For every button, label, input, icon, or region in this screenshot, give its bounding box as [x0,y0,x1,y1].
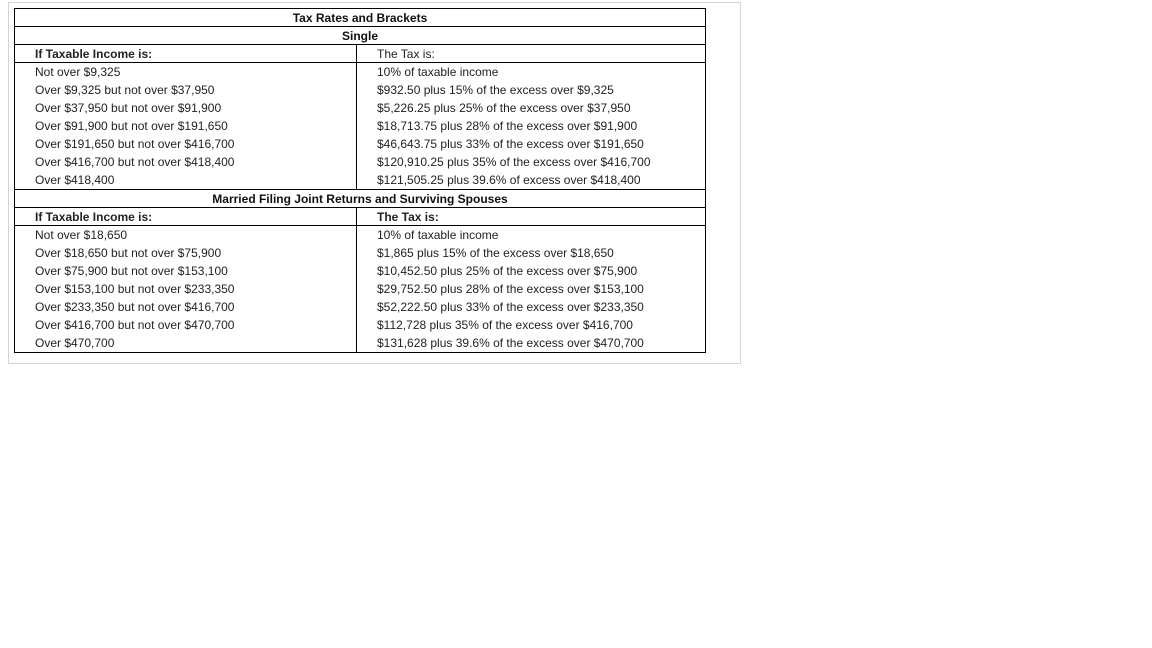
tax-cell: $5,226.25 plus 25% of the excess over $37,950 [357,99,706,117]
income-cell: Over $18,650 but not over $75,900 [15,244,357,262]
income-cell: Over $470,700 [15,334,357,353]
tax-cell: 10% of taxable income [357,226,706,245]
table-row [15,280,706,298]
section-title-married-joint: Married Filing Joint Returns and Surviving Spouses [15,190,706,208]
table-row [15,63,706,82]
income-cell: Not over $9,325 [15,63,357,82]
table-row [15,135,706,153]
table-row [15,99,706,117]
section-header-row [15,27,706,45]
table-row [15,117,706,135]
tax-cell: $10,452.50 plus 25% of the excess over $75,900 [357,262,706,280]
tax-cell: $18,713.75 plus 28% of the excess over $91,900 [357,117,706,135]
table-row [15,262,706,280]
income-cell: Over $233,350 but not over $416,700 [15,298,357,316]
table-row [15,298,706,316]
tax-cell: $932.50 plus 15% of the excess over $9,325 [357,81,706,99]
tax-cell: $1,865 plus 15% of the excess over $18,650 [357,244,706,262]
table-title: Tax Rates and Brackets [15,9,706,27]
income-cell: Over $91,900 but not over $191,650 [15,117,357,135]
table-row [15,334,706,353]
column-header-tax: The Tax is: [357,45,706,63]
income-cell: Over $75,900 but not over $153,100 [15,262,357,280]
section-header-row [15,190,706,208]
tax-cell: $52,222.50 plus 33% of the excess over $233,350 [357,298,706,316]
income-cell: Over $37,950 but not over $91,900 [15,99,357,117]
income-cell: Not over $18,650 [15,226,357,245]
tax-cell: $29,752.50 plus 28% of the excess over $153,100 [357,280,706,298]
income-cell: Over $416,700 but not over $418,400 [15,153,357,171]
column-header-income: If Taxable Income is: [15,208,357,226]
tax-cell: $121,505.25 plus 39.6% of excess over $418,400 [357,171,706,190]
tax-cell: $46,643.75 plus 33% of the excess over $191,650 [357,135,706,153]
column-header-row [15,208,706,226]
table-row [15,153,706,171]
income-cell: Over $153,100 but not over $233,350 [15,280,357,298]
tax-cell: $131,628 plus 39.6% of the excess over $470,700 [357,334,706,353]
column-header-tax: The Tax is: [357,208,706,226]
income-cell: Over $9,325 but not over $37,950 [15,81,357,99]
tax-cell: $120,910.25 plus 35% of the excess over $416,700 [357,153,706,171]
income-cell: Over $418,400 [15,171,357,190]
table-row [15,244,706,262]
table-row [15,171,706,190]
income-cell: Over $191,650 but not over $416,700 [15,135,357,153]
income-cell: Over $416,700 but not over $470,700 [15,316,357,334]
table-row [15,316,706,334]
tax-cell: $112,728 plus 35% of the excess over $416,700 [357,316,706,334]
tax-cell: 10% of taxable income [357,63,706,82]
table-title-row [15,9,706,27]
table-row [15,226,706,245]
section-title-single: Single [15,27,706,45]
column-header-row [15,45,706,63]
table-row [15,81,706,99]
column-header-income: If Taxable Income is: [15,45,357,63]
tax-brackets-table [14,8,706,353]
